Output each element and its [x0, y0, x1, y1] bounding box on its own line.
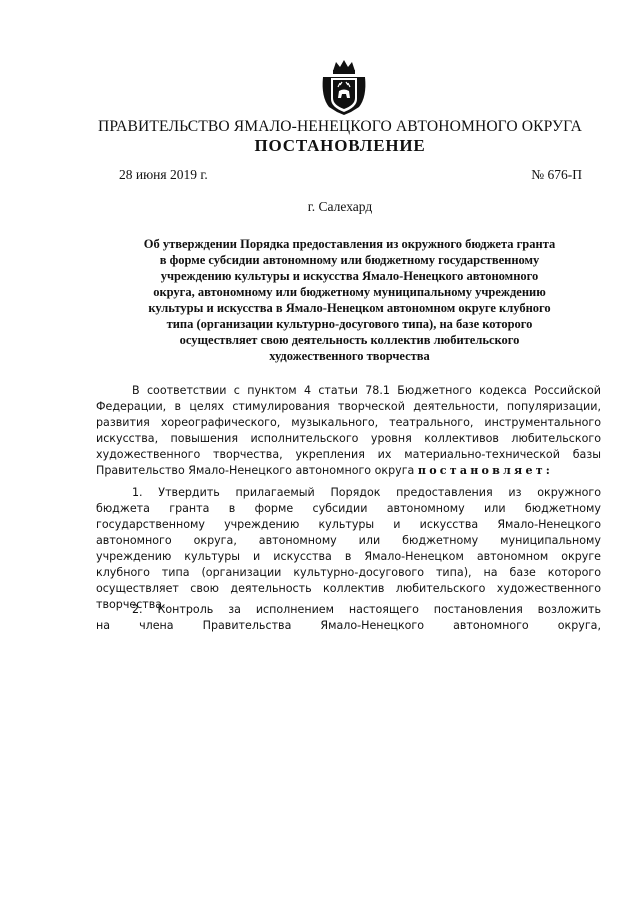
preamble-line: Федерации, в целях стимулирования творческой деятельности, популяризации, [96, 400, 601, 413]
title-line: художественного творчества [269, 349, 430, 363]
preamble-line: искусства, повышения исполнительского уровня коллективов любительского [96, 432, 601, 445]
item-2-line: на члена Правительства Ямало-Ненецкого автономного округа, [96, 619, 601, 632]
item-2-paragraph [96, 602, 601, 634]
document-date: 28 июня 2019 г. [119, 167, 208, 182]
item-1-line: творчества. [96, 598, 166, 611]
item-1-line: автономного округа, автономному или бюджетному муниципальному [96, 534, 601, 547]
item-1-line: осуществляет свою деятельность коллектив любительского художественного [96, 582, 601, 595]
title-line: округа, автономному или бюджетному муниципальному учреждению [153, 285, 546, 299]
preamble-paragraph [96, 383, 601, 479]
coat-of-arms-emblem [319, 57, 369, 117]
title-line: осуществляет свою деятельность коллектив любительского [179, 333, 520, 347]
item-1-line: клубного типа (организации культурно-досугового типа), на базе которого [96, 566, 601, 579]
title-line: Об утверждении Порядка предоставления из окружного бюджета гранта [143, 237, 556, 251]
document-number: № 676-П [531, 167, 582, 182]
document-city: г. Салехард [307, 199, 373, 214]
preamble-last-line [96, 463, 601, 479]
preamble-line: В соответствии с пунктом 4 статьи 78.1 Бюджетного кодекса Российской [132, 384, 601, 397]
title-line: учреждению культуры и искусства Ямало-Ненецкого автономного [160, 269, 539, 283]
preamble-line: Правительство Ямало-Ненецкого автономного округа [96, 464, 418, 477]
item-1-line: государственному учреждению культуры и искусства Ямало-Ненецкого [96, 518, 601, 531]
item-2-line: 2. Контроль за исполнением настоящего постановления возложить [132, 603, 601, 616]
item-1-line: 1. Утвердить прилагаемый Порядок предоставления из окружного [132, 486, 601, 499]
preamble-line: развития хореографического, музыкального, театрального, инструментального [96, 416, 601, 429]
title-line: типа (организации культурно-досугового типа), на базе которого [166, 317, 533, 331]
government-name: ПРАВИТЕЛЬСТВО ЯМАЛО-НЕНЕЦКОГО АВТОНОМНОГО ОКРУГА [98, 118, 582, 135]
preamble-line: художественного творчества, укрепления их материально-технической базы [96, 448, 601, 461]
document-kind: ПОСТАНОВЛЕНИЕ [254, 136, 426, 155]
item-1-line: учреждению культуры и искусства в Ямало-Ненецком автономном округе [96, 550, 601, 563]
decree-keyword: постановляет: [417, 464, 554, 477]
item-1-paragraph [96, 485, 601, 613]
document-title [112, 236, 587, 364]
item-1-line: бюджета гранта в форме субсидии автономному или бюджетному [96, 502, 601, 515]
title-line: в форме субсидии автономному или бюджетному государственному [159, 253, 540, 267]
title-line: культуры и искусства в Ямало-Ненецком автономном округе клубного [148, 301, 551, 315]
